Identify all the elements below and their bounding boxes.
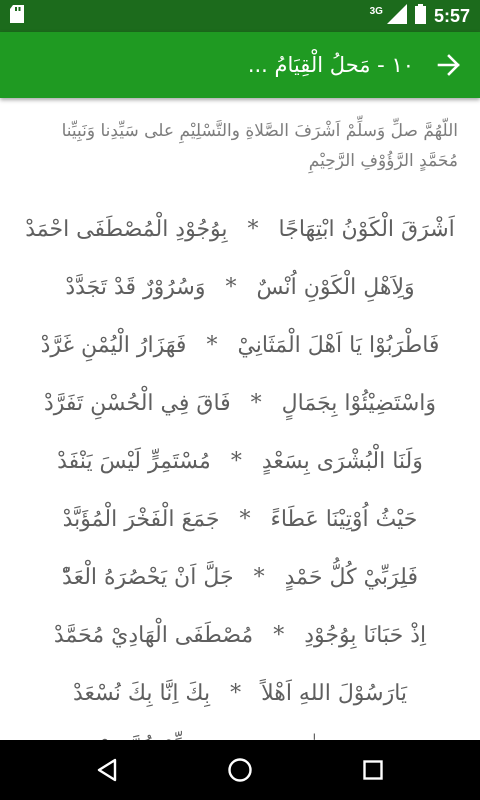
verse-right-half: اَشْرَقَ الْكَوْنُ ابْتِهَاجًا — [278, 216, 455, 242]
verse-separator: * — [206, 332, 218, 358]
verse-right-half: وَلِاَهْلِ الْكَوْنِ اُنْسٌ — [256, 274, 415, 300]
app-bar — [0, 32, 480, 98]
verse-list — [0, 200, 480, 780]
status-bar-right — [370, 4, 470, 28]
verse-right-half: فَاطْرَبُوْا يَا اَهْلَ الْمَثَانِيْ — [237, 332, 440, 358]
status-time: 5:57 — [433, 5, 470, 26]
verse-separator: * — [250, 390, 262, 416]
status-bar-left — [10, 5, 24, 27]
network-label: 3G — [369, 5, 383, 17]
recents-square-icon[interactable] — [353, 750, 393, 790]
verse-line — [0, 316, 480, 374]
verse-separator: * — [273, 622, 285, 648]
verse-left-half: جَمَعَ الْفَخْرَ الْمُؤَبَّدْ — [62, 506, 220, 532]
verse-right-half: فَلِرَبِّيْ كُلُّ حَمْدٍ — [284, 564, 418, 590]
verse-separator: * — [230, 680, 242, 706]
verse-right-half: وَاسْتَضِيْئُوْا بِجَمَالٍ — [281, 390, 437, 416]
verse-right-half: حَيْثُ اُوْتِيْنَا عَطَاءً — [270, 506, 418, 532]
verse-line — [0, 200, 480, 258]
system-nav-bar — [0, 740, 480, 800]
verse-line — [0, 548, 480, 606]
verse-line — [0, 606, 480, 664]
verse-left-half: بِكَ اِنَّا بِكَ نُسْعَدْ — [72, 680, 211, 706]
verse-separator: * — [230, 448, 242, 474]
verse-separator: * — [225, 274, 237, 300]
home-circle-icon[interactable] — [220, 750, 260, 790]
verse-left-half: بِوُجُوْدِ الْمُصْطَفَى احْمَدْ — [25, 216, 228, 242]
verse-right-half: وَلَنَا الْبُشْرَى بِسَعْدٍ — [261, 448, 423, 474]
verse-left-half: مُسْتَمِرٍّ لَيْسَ يَنْفَدْ — [57, 448, 211, 474]
verse-separator: * — [239, 506, 251, 532]
verse-right-half: يَارَسُوْلَ اللهِ اَهْلاً — [261, 680, 408, 706]
intro-prayer: اللّهُمَّ صلِّ وَسلِّمْ اَشْرَفَ الصَّلاةِ والتَّسْلِيْمِ على سَيِّدِنا وَنَبِيِّنا مُحَمَّدٍ الرَّؤُوْفِ الرَّحِيْمِ — [61, 121, 458, 171]
verse-left-half: وَسُرُوْرٌ قَدْ تَجَدَّدْ — [65, 274, 206, 300]
sd-card-icon — [10, 5, 24, 27]
verse-line — [0, 258, 480, 316]
signal-icon — [387, 4, 407, 28]
verse-line — [0, 432, 480, 490]
verse-left-half: مُصْطَفَى الْهَادِيْ مُحَمَّدْ — [53, 622, 254, 648]
back-triangle-icon[interactable] — [87, 750, 127, 790]
arrow-right-icon[interactable] — [436, 52, 462, 78]
verse-right-half: اِذْ حَبَانَا بِوُجُوْدِ — [304, 622, 427, 648]
verse-line — [0, 490, 480, 548]
content-area[interactable] — [0, 98, 480, 740]
status-bar — [0, 0, 480, 32]
verse-left-half: فَاقَ فِي الْحُسْنِ تَفَرَّدْ — [43, 390, 231, 416]
battery-icon — [415, 4, 426, 28]
verse-line — [0, 664, 480, 722]
page-title: ١٠ - مَحلُ الْقِيَامُ ... — [247, 53, 414, 77]
verse-line — [0, 374, 480, 432]
verse-left-half: جَلَّ اَنْ يَحْصُرَهُ الْعَدّْ — [62, 564, 234, 590]
verse-separator: * — [253, 564, 265, 590]
verse-left-half: فَهَزَارُ الْيُمْنِ غَرَّدْ — [40, 332, 187, 358]
verse-separator: * — [247, 216, 259, 242]
